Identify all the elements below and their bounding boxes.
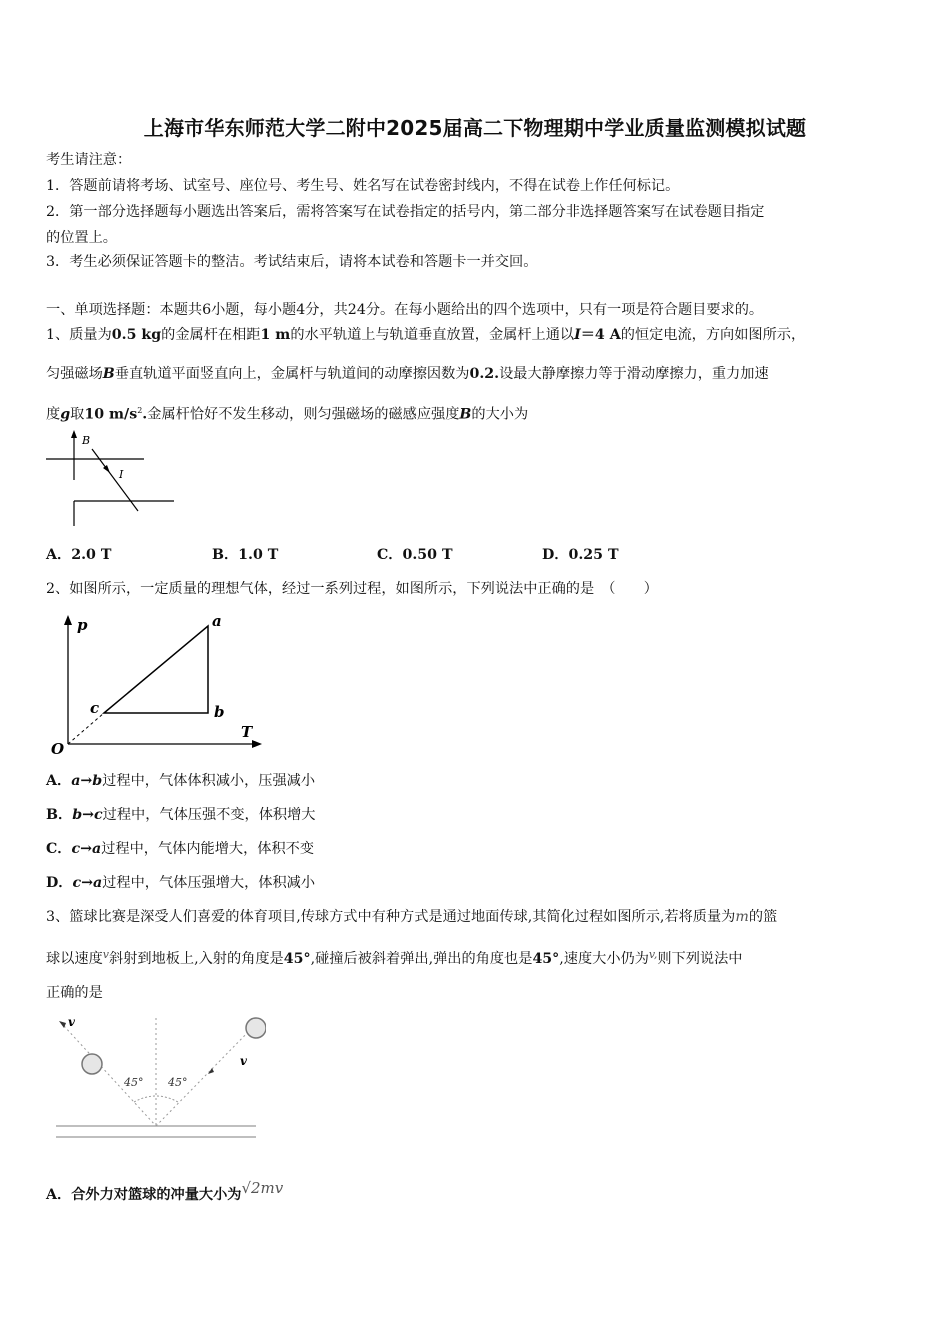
q1-option-b: B．1.0 T (212, 547, 279, 563)
label-p: p (77, 616, 88, 634)
q1-option-c: C．0.50 T (377, 547, 453, 563)
notice-item: 3．考生必须保证答题卡的整洁。考试结束后，请将本试卷和答题卡一并交回。 (46, 254, 538, 270)
label-v-out: v (240, 1054, 247, 1068)
notice-item: 的位置上。 (46, 230, 117, 246)
q2-option-a: A．a→b过程中，气体体积减小，压强减小 (46, 773, 316, 789)
outgoing-arrowhead (208, 1068, 214, 1074)
label-angle-left: 45° (124, 1076, 144, 1089)
ball-outgoing (246, 1018, 266, 1038)
q1-stem-line: 1、质量为0.5 kg的金属杆在相距1 m的水平轨道上与轨道垂直放置，金属杆上通以I＝4 A的恒定电流，方向如图所示， (46, 327, 806, 343)
q1-option-d: D．0.25 T (542, 547, 619, 563)
q1-stem-line: 度g取10 $m/s^2$.金属杆恰好不发生移动，则匀强磁场的磁感应强度B的大小为 (46, 406, 529, 423)
q2-stem: 2、如图所示，一定质量的理想气体，经过一系列过程，如图所示，下列说法中正确的是 （ ） (46, 581, 658, 597)
t-axis-arrowhead (252, 740, 262, 748)
extension-line (68, 713, 104, 744)
process-cycle (104, 626, 208, 713)
q2-pt-diagram (44, 610, 274, 760)
q3-basketball-diagram (44, 1012, 266, 1148)
page-title: 上海市华东师范大学二附中2025届高二下物理期中学业质量监测模拟试题 (143, 116, 807, 140)
ball-incoming (82, 1054, 102, 1074)
label-v-in: v (68, 1015, 75, 1029)
label-t: T (241, 723, 253, 741)
q3-option-a: A．合外力对篮球的冲量大小为√2mv (46, 1179, 284, 1203)
q3-stem-line: 球以速度$^v$斜射到地板上,入射的角度是45°,碰撞后被斜着弹出,弹出的角度也是45°,速度大小仍为$^{v,}$则下列说法中 (46, 948, 743, 967)
q3-stem-line: 正确的是 (46, 985, 103, 1001)
label-i: I (119, 468, 124, 481)
field-b-arrowhead (71, 430, 77, 438)
label-a: a (212, 612, 222, 630)
q2-option-d: D．c→a过程中，气体压强增大，体积减小 (46, 875, 316, 891)
metal-rod (92, 449, 138, 511)
p-axis-arrowhead (64, 615, 72, 625)
q1-stem-line: 匀强磁场B垂直轨道平面竖直向上，金属杆与轨道间的动摩擦因数为0.2.设最大静摩擦力等于滑动摩擦力，重力加速 (46, 366, 769, 382)
label-o: O (51, 740, 65, 758)
q1-rail-diagram (40, 428, 185, 530)
label-b: B (82, 434, 91, 447)
q1-option-a: A．2.0 T (46, 547, 112, 563)
label-angle-right: 45° (168, 1076, 188, 1089)
q3-stem-line: 3、篮球比赛是深受人们喜爱的体育项目,传球方式中有种方式是通过地面传球,其简化过程如图所示,若将质量为m的篮 (46, 909, 778, 925)
label-b: b (214, 703, 225, 721)
notice-heading: 考生请注意： (46, 152, 132, 168)
label-c: c (90, 699, 100, 717)
notice-item: 2．第一部分选择题每小题选出答案后，需将答案写在试卷指定的括号内，第二部分非选择题答案写在试卷题目指定 (46, 204, 765, 220)
notice-item: 1．答题前请将考场、试室号、座位号、考生号、姓名写在试卷密封线内，不得在试卷上作任何标记。 (46, 178, 680, 194)
q2-option-b: B．b→c过程中，气体压强不变，体积增大 (46, 807, 316, 823)
q2-option-c: C．c→a过程中，气体内能增大，体积不变 (46, 841, 315, 857)
section-heading: 一、单项选择题：本题共6小题，每小题4分，共24分。在每小题给出的四个选项中，只有一项是符合题目要求的。 (46, 302, 764, 318)
